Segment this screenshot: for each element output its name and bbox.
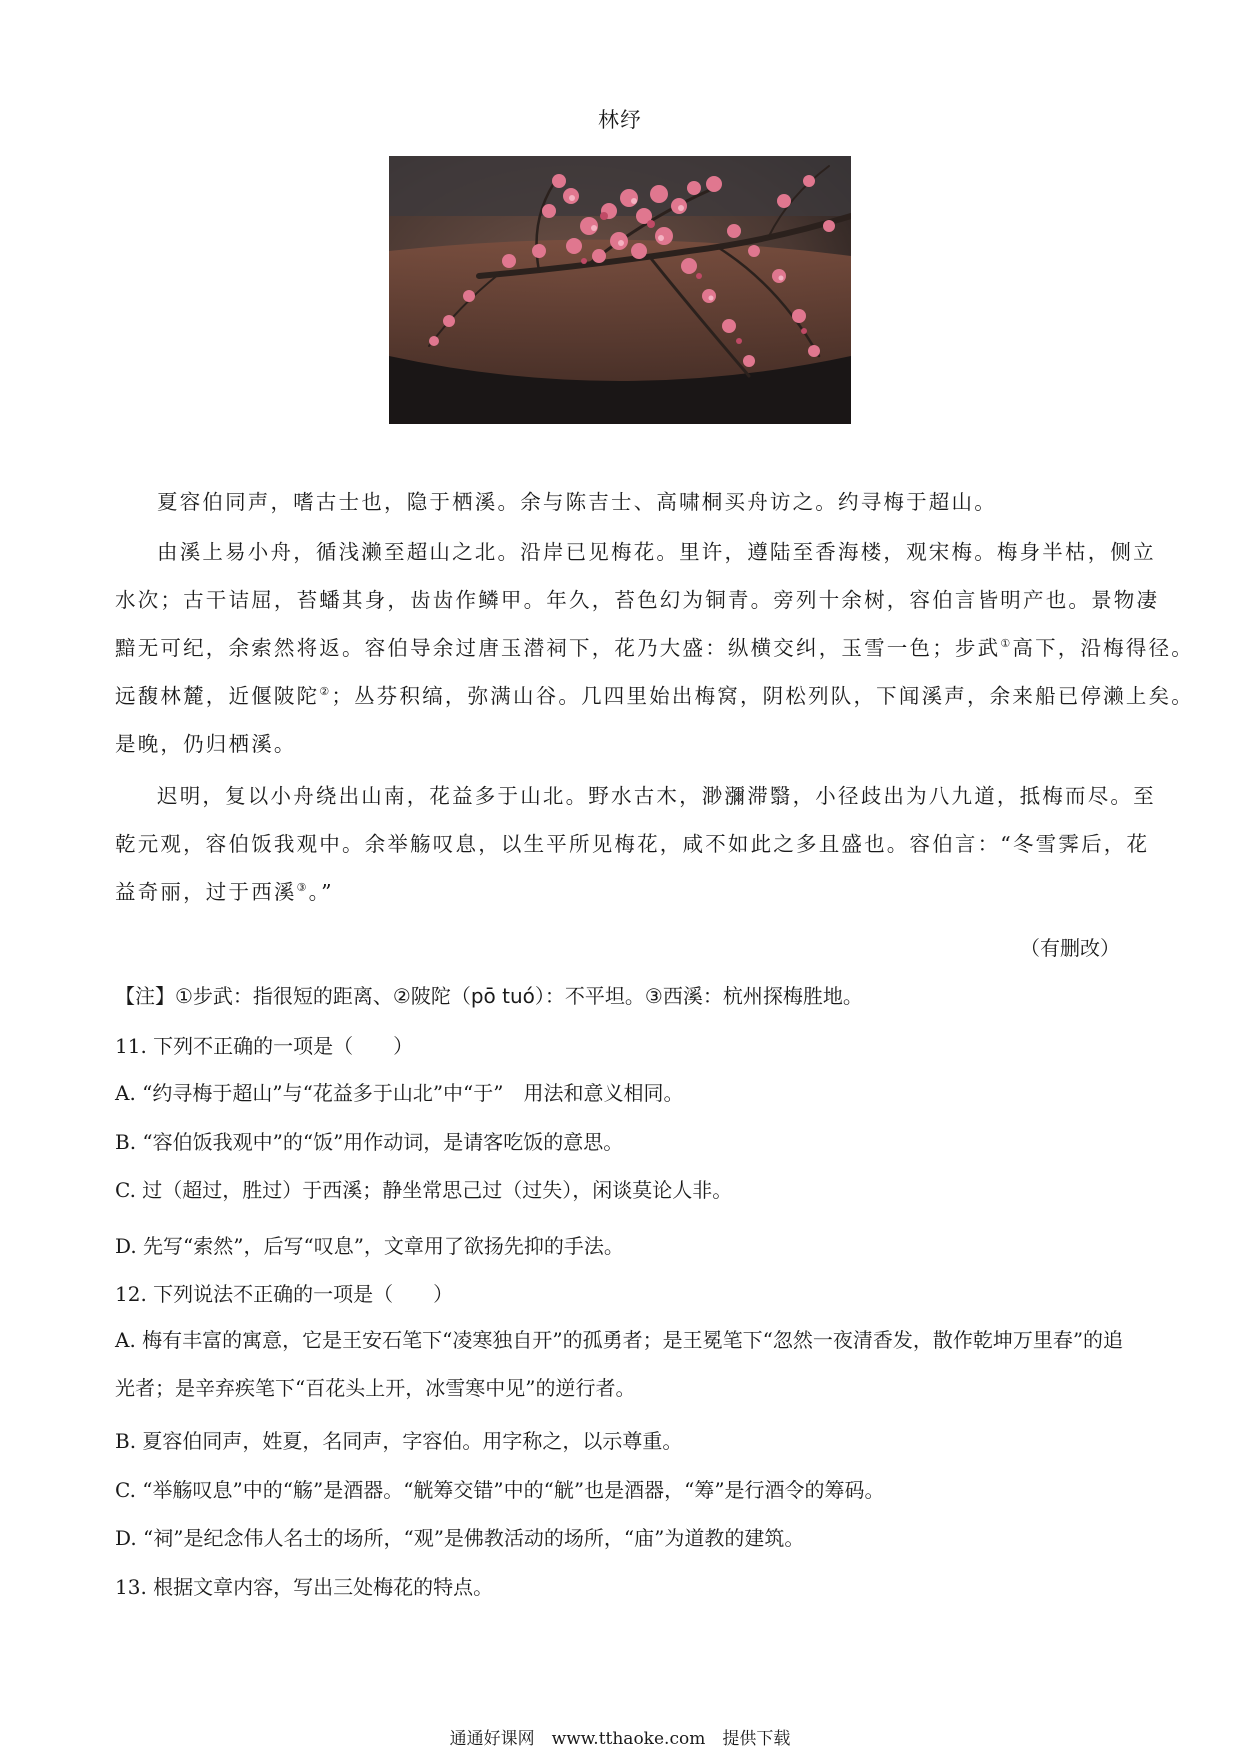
- passage-line: 乾元观，容伯饭我观中。余举觞叹息，以生平所见梅花，咸不如此之多且盛也。容伯言：“冬雪霁后，花: [115, 832, 1150, 856]
- passage-text: 远馥林麓，近偃陂陀: [115, 684, 320, 708]
- question-12-option-d: D. “祠”是纪念伟人名士的场所，“观”是佛教活动的场所，“庙”为道教的建筑。: [115, 1526, 805, 1550]
- source-note: （有删改）: [1020, 936, 1120, 960]
- annotation-note: 【注】①步武：指很短的距离、②陂陀（pō tuó）：不平坦。③西溪：杭州探梅胜地。: [115, 984, 863, 1008]
- footnote-marker: ①: [1000, 637, 1013, 651]
- passage-paragraph-2: [115, 528, 1194, 768]
- passage-line: 由溪上易小舟，循浅濑至超山之北。沿岸已见梅花。里许，遵陆至香海楼，观宋梅。梅身半枯，侧立: [157, 540, 1156, 564]
- passage-line: [115, 624, 1194, 672]
- footnote-marker: ②: [319, 685, 332, 699]
- passage-text: 高下，沿梅得径。: [1012, 636, 1194, 660]
- passage-paragraph-3: [115, 772, 1156, 916]
- passage-line: 水次；古干诘屈，苔蟠其身，齿齿作鳞甲。年久，苔色幻为铜青。旁列十余树，容伯言皆明产也。景物凄: [115, 588, 1160, 612]
- question-12-option-c: C. “举觞叹息”中的“觞”是酒器。“觥筹交错”中的“觥”也是酒器，“筹”是行酒令的筹码。: [115, 1478, 885, 1502]
- passage-text: 夏容伯同声，嗜古士也，隐于栖溪。余与陈吉士、高啸桐买舟访之。约寻梅于超山。: [157, 490, 997, 514]
- passage-paragraph-1: [115, 478, 1125, 526]
- question-11-option-c: C. 过（超过，胜过）于西溪；静坐常思己过（过失），闲谈莫论人非。: [115, 1178, 733, 1202]
- question-11-option-a: A. “约寻梅于超山”与“花益多于山北”中“于” 用法和意义相同。: [115, 1081, 684, 1105]
- passage-text: ；丛芬积缟，弥满山谷。几四里始出梅窝，阴松列队，下闻溪声，余来船已停濑上矣。: [331, 684, 1194, 708]
- question-11-option-d: D. 先写“索然”，后写“叹息”，文章用了欲扬先抑的手法。: [115, 1234, 624, 1258]
- footnote-marker: ③: [296, 881, 309, 895]
- question-12-option-a: A. 梅有丰富的寓意，它是王安石笔下“凌寒独自开”的孤勇者；是王冕笔下“忽然一夜清香发，散作乾坤万里春”的追光者；是辛弃疾笔下“百花头上开，冰雪寒中见”的逆行者。: [115, 1328, 1124, 1400]
- passage-text: 黯无可纪，余索然将返。容伯导余过唐玉潜祠下，花乃大盛：纵横交纠，玉雪一色；步武: [115, 636, 1001, 660]
- question-13-stem: 13. 根据文章内容，写出三处梅花的特点。: [115, 1575, 494, 1599]
- passage-text: 益奇丽，过于西溪: [115, 880, 297, 904]
- author-name: 林纾: [598, 108, 642, 132]
- question-12-option-b: B. 夏容伯同声，姓夏，名同声，字容伯。用字称之，以示尊重。: [115, 1429, 683, 1453]
- question-12-stem: 12. 下列说法不正确的一项是（ ）: [115, 1282, 454, 1306]
- question-11-stem: 11. 下列不正确的一项是（ ）: [115, 1034, 414, 1058]
- passage-line: 是晚，仍归栖溪。: [115, 732, 297, 756]
- passage-line: 迟明，复以小舟绕出山南，花益多于山北。野水古木，渺瀰滞翳，小径歧出为八九道，抵梅而尽。至: [157, 784, 1156, 808]
- passage-line: [115, 672, 1194, 720]
- footer-credit[interactable]: 通通好课网 www.tthaoke.com 提供下载: [449, 1729, 791, 1749]
- plum-blossom-photo: [389, 156, 851, 424]
- passage-text: 。”: [308, 880, 334, 904]
- passage-line: [115, 868, 1125, 916]
- question-11-option-b: B. “容伯饭我观中”的“饭”用作动词，是请客吃饭的意思。: [115, 1130, 624, 1154]
